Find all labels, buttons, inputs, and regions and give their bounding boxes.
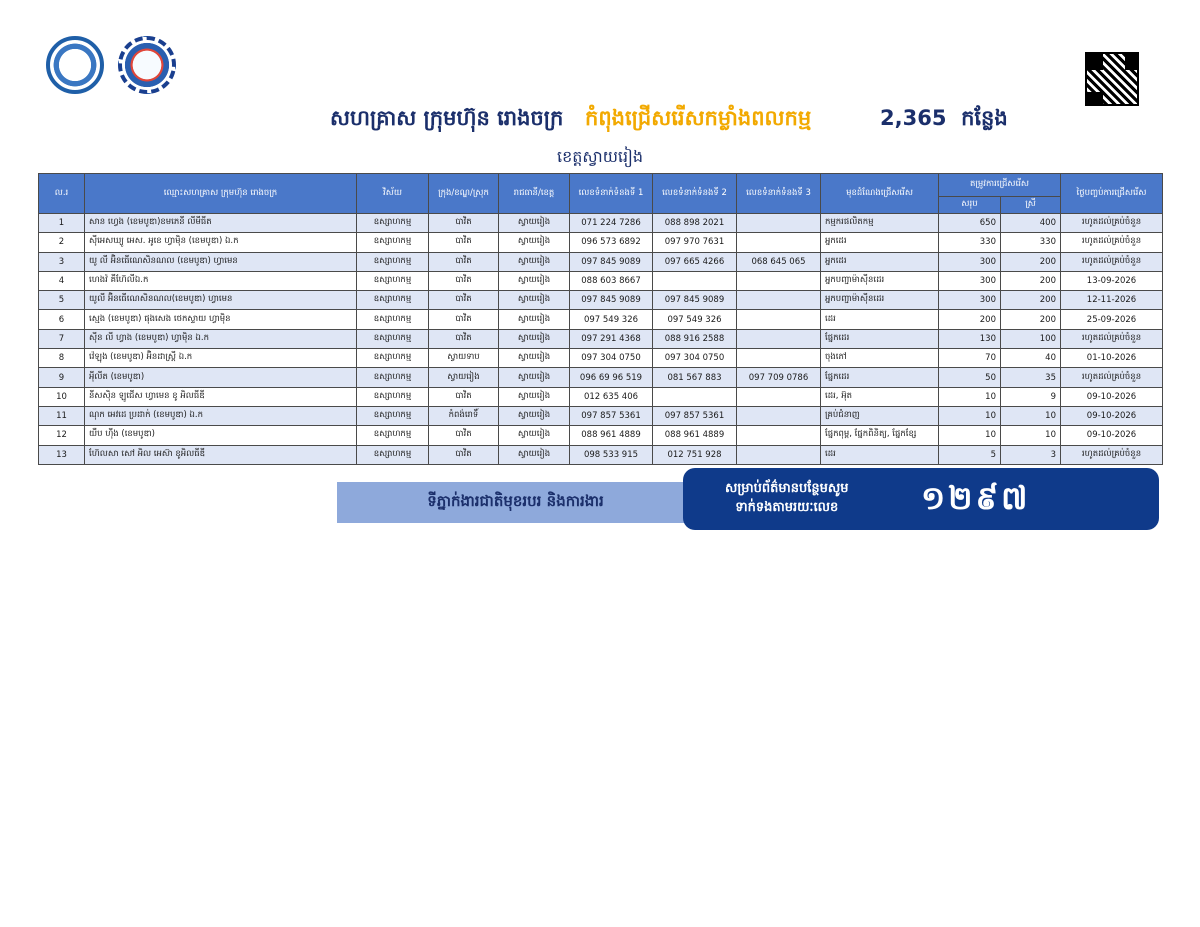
table-row xyxy=(39,368,1163,387)
cell-company: ស៊ីន លី ហ្វាង (ខេមបូឌា) ហ្វាម៉ិន ឯ.ក xyxy=(85,329,357,348)
table-row xyxy=(39,310,1163,329)
cell-province: ស្វាយរៀង xyxy=(499,349,570,368)
cell-sector: ឧស្សាហកម្ម xyxy=(357,271,429,290)
header-district: ក្រុង/ខណ្ឌ/ស្រុក xyxy=(429,174,499,214)
cell-sector: ឧស្សាហកម្ម xyxy=(357,214,429,233)
cell-deadline: 13-09-2026 xyxy=(1061,271,1163,290)
cell-sector: ឧស្សាហកម្ម xyxy=(357,310,429,329)
cell-district: បាវិត xyxy=(429,291,499,310)
cell-district: ស្វាយរៀង xyxy=(429,368,499,387)
cell-deadline: រហូតដល់គ្រប់ចំនួន xyxy=(1061,329,1163,348)
cell-district: បាវិត xyxy=(429,426,499,445)
cell-deadline: រហូតដល់គ្រប់ចំនួន xyxy=(1061,252,1163,271)
cell-female: 10 xyxy=(1001,406,1061,425)
cell-position: អ្នកបញ្ជាម៉ាស៊ីនដេរ xyxy=(821,291,939,310)
cell-phone1: 097 291 4368 xyxy=(570,329,653,348)
cell-phone3 xyxy=(737,445,821,464)
cell-province: ស្វាយរៀង xyxy=(499,214,570,233)
cell-deadline: 12-11-2026 xyxy=(1061,291,1163,310)
cell-female: 10 xyxy=(1001,426,1061,445)
cell-district: បាវិត xyxy=(429,252,499,271)
cell-deadline: 01-10-2026 xyxy=(1061,349,1163,368)
cell-deadline: រហូតដល់គ្រប់ចំនួន xyxy=(1061,368,1163,387)
page-title xyxy=(0,105,1200,135)
cell-phone3: 097 709 0786 xyxy=(737,368,821,387)
cell-female: 100 xyxy=(1001,329,1061,348)
cell-sector: ឧស្សាហកម្ម xyxy=(357,252,429,271)
table-row xyxy=(39,349,1163,368)
cell-female: 40 xyxy=(1001,349,1061,368)
cell-phone1: 096 69 96 519 xyxy=(570,368,653,387)
cell-total: 300 xyxy=(939,252,1001,271)
cell-female: 400 xyxy=(1001,214,1061,233)
cell-phone3 xyxy=(737,329,821,348)
cell-position: ដេរ xyxy=(821,445,939,464)
cell-phone2: 097 304 0750 xyxy=(653,349,737,368)
cell-phone2: 088 898 2021 xyxy=(653,214,737,233)
cell-total: 130 xyxy=(939,329,1001,348)
cell-province: ស្វាយរៀង xyxy=(499,406,570,425)
cell-total: 5 xyxy=(939,445,1001,464)
cell-company: ហ៊ែលសា សៅ អិល អេស៊ា ខូអិលធីឌី xyxy=(85,445,357,464)
header-deadline: ថ្ងៃបញ្ចប់ការជ្រើសរើស xyxy=(1061,174,1163,214)
cell-sector: ឧស្សាហកម្ម xyxy=(357,368,429,387)
cell-female: 3 xyxy=(1001,445,1061,464)
table-row xyxy=(39,426,1163,445)
cell-phone3 xyxy=(737,310,821,329)
hotline-box xyxy=(683,468,1159,530)
table-row xyxy=(39,329,1163,348)
title-count-unit: កន្លែង xyxy=(961,106,1008,130)
hotline-text xyxy=(725,479,849,517)
header-no: ល.រ xyxy=(39,174,85,214)
cell-phone2 xyxy=(653,387,737,406)
cell-phone2: 097 549 326 xyxy=(653,310,737,329)
table-row xyxy=(39,406,1163,425)
cell-no: 2 xyxy=(39,233,85,252)
table-row xyxy=(39,214,1163,233)
cell-province: ស្វាយរៀង xyxy=(499,271,570,290)
cell-position: ចុងភៅ xyxy=(821,349,939,368)
table-row xyxy=(39,233,1163,252)
table-row xyxy=(39,387,1163,406)
header-phone2: លេខទំនាក់ទំនងទី 2 xyxy=(653,174,737,214)
cell-position: កម្មករផលិតកម្ម xyxy=(821,214,939,233)
cell-district: បាវិត xyxy=(429,310,499,329)
cell-province: ស្វាយរៀង xyxy=(499,426,570,445)
cell-female: 200 xyxy=(1001,291,1061,310)
cell-company: សាន ហ្វេង (ខេមបូឌា)ខមភេនី លីមីធីត xyxy=(85,214,357,233)
cell-position: ផ្នែកដេរ xyxy=(821,329,939,348)
table-row xyxy=(39,271,1163,290)
cell-company: វ៉េឡុង (ខេមបូឌា) អ៊ិនដាស្ត្រី ឯ.ក xyxy=(85,349,357,368)
cell-phone1: 097 845 9089 xyxy=(570,252,653,271)
cell-phone1: 088 961 4889 xyxy=(570,426,653,445)
title-count-value: 2,365 xyxy=(880,106,947,130)
cell-company: យូលី អ៊ិនធើណេសិនណល(ខេមបូឌា) ហ្វាមេន xyxy=(85,291,357,310)
title-hiring: កំពុងជ្រើសរើសកម្លាំងពលកម្ម xyxy=(585,106,812,130)
cell-phone1: 097 304 0750 xyxy=(570,349,653,368)
cell-deadline: រហូតដល់គ្រប់ចំនួន xyxy=(1061,214,1163,233)
cell-company: ស៊ីអេសឃ្យូ អេស. អូខេ ហ្វាម៉ិន (ខេមបូឌា) ឯ.ក xyxy=(85,233,357,252)
cell-phone2: 097 857 5361 xyxy=(653,406,737,425)
cell-phone3 xyxy=(737,233,821,252)
cell-company: ហេងវ៉ គីហ៊ែលីឯ.ក xyxy=(85,271,357,290)
header-total: សរុប xyxy=(939,197,1001,214)
cell-no: 8 xyxy=(39,349,85,368)
cell-sector: ឧស្សាហកម្ម xyxy=(357,387,429,406)
cell-no: 12 xyxy=(39,426,85,445)
cell-phone3 xyxy=(737,406,821,425)
cell-female: 9 xyxy=(1001,387,1061,406)
cell-province: ស្វាយរៀង xyxy=(499,387,570,406)
header-company: ឈ្មោះសហគ្រាស ក្រុមហ៊ុន រោងចក្រ xyxy=(85,174,357,214)
cell-phone1: 097 845 9089 xyxy=(570,291,653,310)
cell-phone2 xyxy=(653,271,737,290)
cell-district: បាវិត xyxy=(429,271,499,290)
cell-phone1: 098 533 915 xyxy=(570,445,653,464)
cell-female: 200 xyxy=(1001,271,1061,290)
header-female: ស្រី xyxy=(1001,197,1061,214)
cell-phone1: 097 549 326 xyxy=(570,310,653,329)
header-phone3: លេខទំនាក់ទំនងទី 3 xyxy=(737,174,821,214)
cell-phone2: 012 751 928 xyxy=(653,445,737,464)
cell-no: 11 xyxy=(39,406,85,425)
cell-province: ស្វាយរៀង xyxy=(499,329,570,348)
cell-phone1: 012 635 406 xyxy=(570,387,653,406)
cell-total: 10 xyxy=(939,426,1001,445)
ministry-banner: ទីភ្នាក់ងារជាតិមុខរបរ និងការងារ xyxy=(337,482,694,523)
table-row xyxy=(39,445,1163,464)
cell-phone3 xyxy=(737,349,821,368)
cell-deadline: 25-09-2026 xyxy=(1061,310,1163,329)
cell-district: កំពង់រោទិ៍ xyxy=(429,406,499,425)
cell-position: អ្នកដេរ xyxy=(821,252,939,271)
cell-no: 5 xyxy=(39,291,85,310)
cell-sector: ឧស្សាហកម្ម xyxy=(357,291,429,310)
cell-district: បាវិត xyxy=(429,387,499,406)
cell-phone3 xyxy=(737,291,821,310)
header-needs: តម្រូវការជ្រើសរើស xyxy=(939,174,1061,197)
title-count xyxy=(880,105,1008,136)
header-phone1: លេខទំនាក់ទំនងទី 1 xyxy=(570,174,653,214)
cell-position: អ្នកដេរ xyxy=(821,233,939,252)
cell-total: 650 xyxy=(939,214,1001,233)
cell-phone2: 097 970 7631 xyxy=(653,233,737,252)
table-row xyxy=(39,291,1163,310)
qr-code-icon xyxy=(1085,52,1139,106)
cell-phone3 xyxy=(737,271,821,290)
cell-position: គ្រប់ជំនាញ xyxy=(821,406,939,425)
jobs-table xyxy=(38,173,1163,465)
cell-province: ស្វាយរៀង xyxy=(499,368,570,387)
header-sector: វិស័យ xyxy=(357,174,429,214)
cell-position: ដេរ, អ៊ុត xyxy=(821,387,939,406)
cell-sector: ឧស្សាហកម្ម xyxy=(357,406,429,425)
cell-total: 300 xyxy=(939,291,1001,310)
cell-company: យូ លី អ៊ិនធើណេសិនណល (ខេមបូឌា) ហ្វាមេន xyxy=(85,252,357,271)
cell-female: 200 xyxy=(1001,252,1061,271)
cell-position: អ្នកបញ្ជាម៉ាស៊ីនដេរ xyxy=(821,271,939,290)
cell-no: 9 xyxy=(39,368,85,387)
cell-female: 200 xyxy=(1001,310,1061,329)
cell-phone3 xyxy=(737,387,821,406)
cell-sector: ឧស្សាហកម្ម xyxy=(357,426,429,445)
cell-position: ផ្នែកពុម្ព, ផ្នែកពិនិត្យ, ផ្នែកខ្សែ xyxy=(821,426,939,445)
cell-deadline: រហូតដល់គ្រប់ចំនួន xyxy=(1061,445,1163,464)
cell-phone1: 096 573 6892 xyxy=(570,233,653,252)
cell-total: 330 xyxy=(939,233,1001,252)
hotline-number: ១២៩៧ xyxy=(921,479,1031,517)
cell-company: អុីលីត (ខេមបូឌា) xyxy=(85,368,357,387)
cell-province: ស្វាយរៀង xyxy=(499,291,570,310)
agency-logo xyxy=(46,36,104,94)
cell-total: 10 xyxy=(939,406,1001,425)
cell-sector: ឧស្សាហកម្ម xyxy=(357,329,429,348)
cell-company: យឺប ហ៊ីង (ខេមបូឌា) xyxy=(85,426,357,445)
cell-phone2: 088 916 2588 xyxy=(653,329,737,348)
cell-total: 50 xyxy=(939,368,1001,387)
title-main: សហគ្រាស ក្រុមហ៊ុន រោងចក្រ xyxy=(330,106,564,130)
cell-phone3 xyxy=(737,426,821,445)
cell-no: 3 xyxy=(39,252,85,271)
cell-no: 10 xyxy=(39,387,85,406)
cell-no: 1 xyxy=(39,214,85,233)
cell-female: 330 xyxy=(1001,233,1061,252)
cell-phone2: 097 845 9089 xyxy=(653,291,737,310)
cell-company: ណុក អេវដេ ប្រដាក់ (ខេមបូឌា) ឯ.ក xyxy=(85,406,357,425)
cell-deadline: រហូតដល់គ្រប់ចំនួន xyxy=(1061,233,1163,252)
cell-total: 10 xyxy=(939,387,1001,406)
cell-province: ស្វាយរៀង xyxy=(499,233,570,252)
cell-province: ស្វាយរៀង xyxy=(499,310,570,329)
cell-total: 300 xyxy=(939,271,1001,290)
cell-no: 7 xyxy=(39,329,85,348)
cell-no: 4 xyxy=(39,271,85,290)
cell-female: 35 xyxy=(1001,368,1061,387)
cell-sector: ឧស្សាហកម្ម xyxy=(357,349,429,368)
cell-phone3: 068 645 065 xyxy=(737,252,821,271)
cell-total: 200 xyxy=(939,310,1001,329)
cell-phone1: 088 603 8667 xyxy=(570,271,653,290)
cell-deadline: 09-10-2026 xyxy=(1061,426,1163,445)
cell-district: បាវិត xyxy=(429,329,499,348)
header-province: រាជធានី/ខេត្ត xyxy=(499,174,570,214)
cell-deadline: 09-10-2026 xyxy=(1061,387,1163,406)
cell-phone2: 081 567 883 xyxy=(653,368,737,387)
cell-province: ស្វាយរៀង xyxy=(499,252,570,271)
cell-phone1: 071 224 7286 xyxy=(570,214,653,233)
cell-no: 6 xyxy=(39,310,85,329)
cell-district: ស្វាយទាប xyxy=(429,349,499,368)
cell-district: បាវិត xyxy=(429,445,499,464)
cell-phone2: 097 665 4266 xyxy=(653,252,737,271)
cell-deadline: 09-10-2026 xyxy=(1061,406,1163,425)
cell-sector: ឧស្សាហកម្ម xyxy=(357,233,429,252)
cell-district: បាវិត xyxy=(429,233,499,252)
cell-company: ស្មេង (ខេមបូឌា) ផុងសេង ថេកស្ទាយ ហ្វាម៉ិន xyxy=(85,310,357,329)
cell-company: នីសស៊ិន ឡូជើស ហ្វាមេន ខូ អិលធីឌី xyxy=(85,387,357,406)
cell-no: 13 xyxy=(39,445,85,464)
cell-phone1: 097 857 5361 xyxy=(570,406,653,425)
cell-position: ដេរ xyxy=(821,310,939,329)
province-heading: ខេត្តស្វាយរៀង xyxy=(556,147,643,166)
cell-phone2: 088 961 4889 xyxy=(653,426,737,445)
hotline-text-line1: សម្រាប់ព័ត៌មានបន្ថែមសូម xyxy=(725,481,849,496)
cell-phone3 xyxy=(737,214,821,233)
cell-province: ស្វាយរៀង xyxy=(499,445,570,464)
header-position: មុខដំណែងជ្រើសរើស xyxy=(821,174,939,214)
table-row xyxy=(39,252,1163,271)
cell-sector: ឧស្សាហកម្ម xyxy=(357,445,429,464)
hotline-text-line2: ទាក់ទងតាមរយៈលេខ xyxy=(735,500,839,515)
cell-total: 70 xyxy=(939,349,1001,368)
partner-logo xyxy=(118,36,176,94)
cell-district: បាវិត xyxy=(429,214,499,233)
cell-position: ផ្នែកដេរ xyxy=(821,368,939,387)
